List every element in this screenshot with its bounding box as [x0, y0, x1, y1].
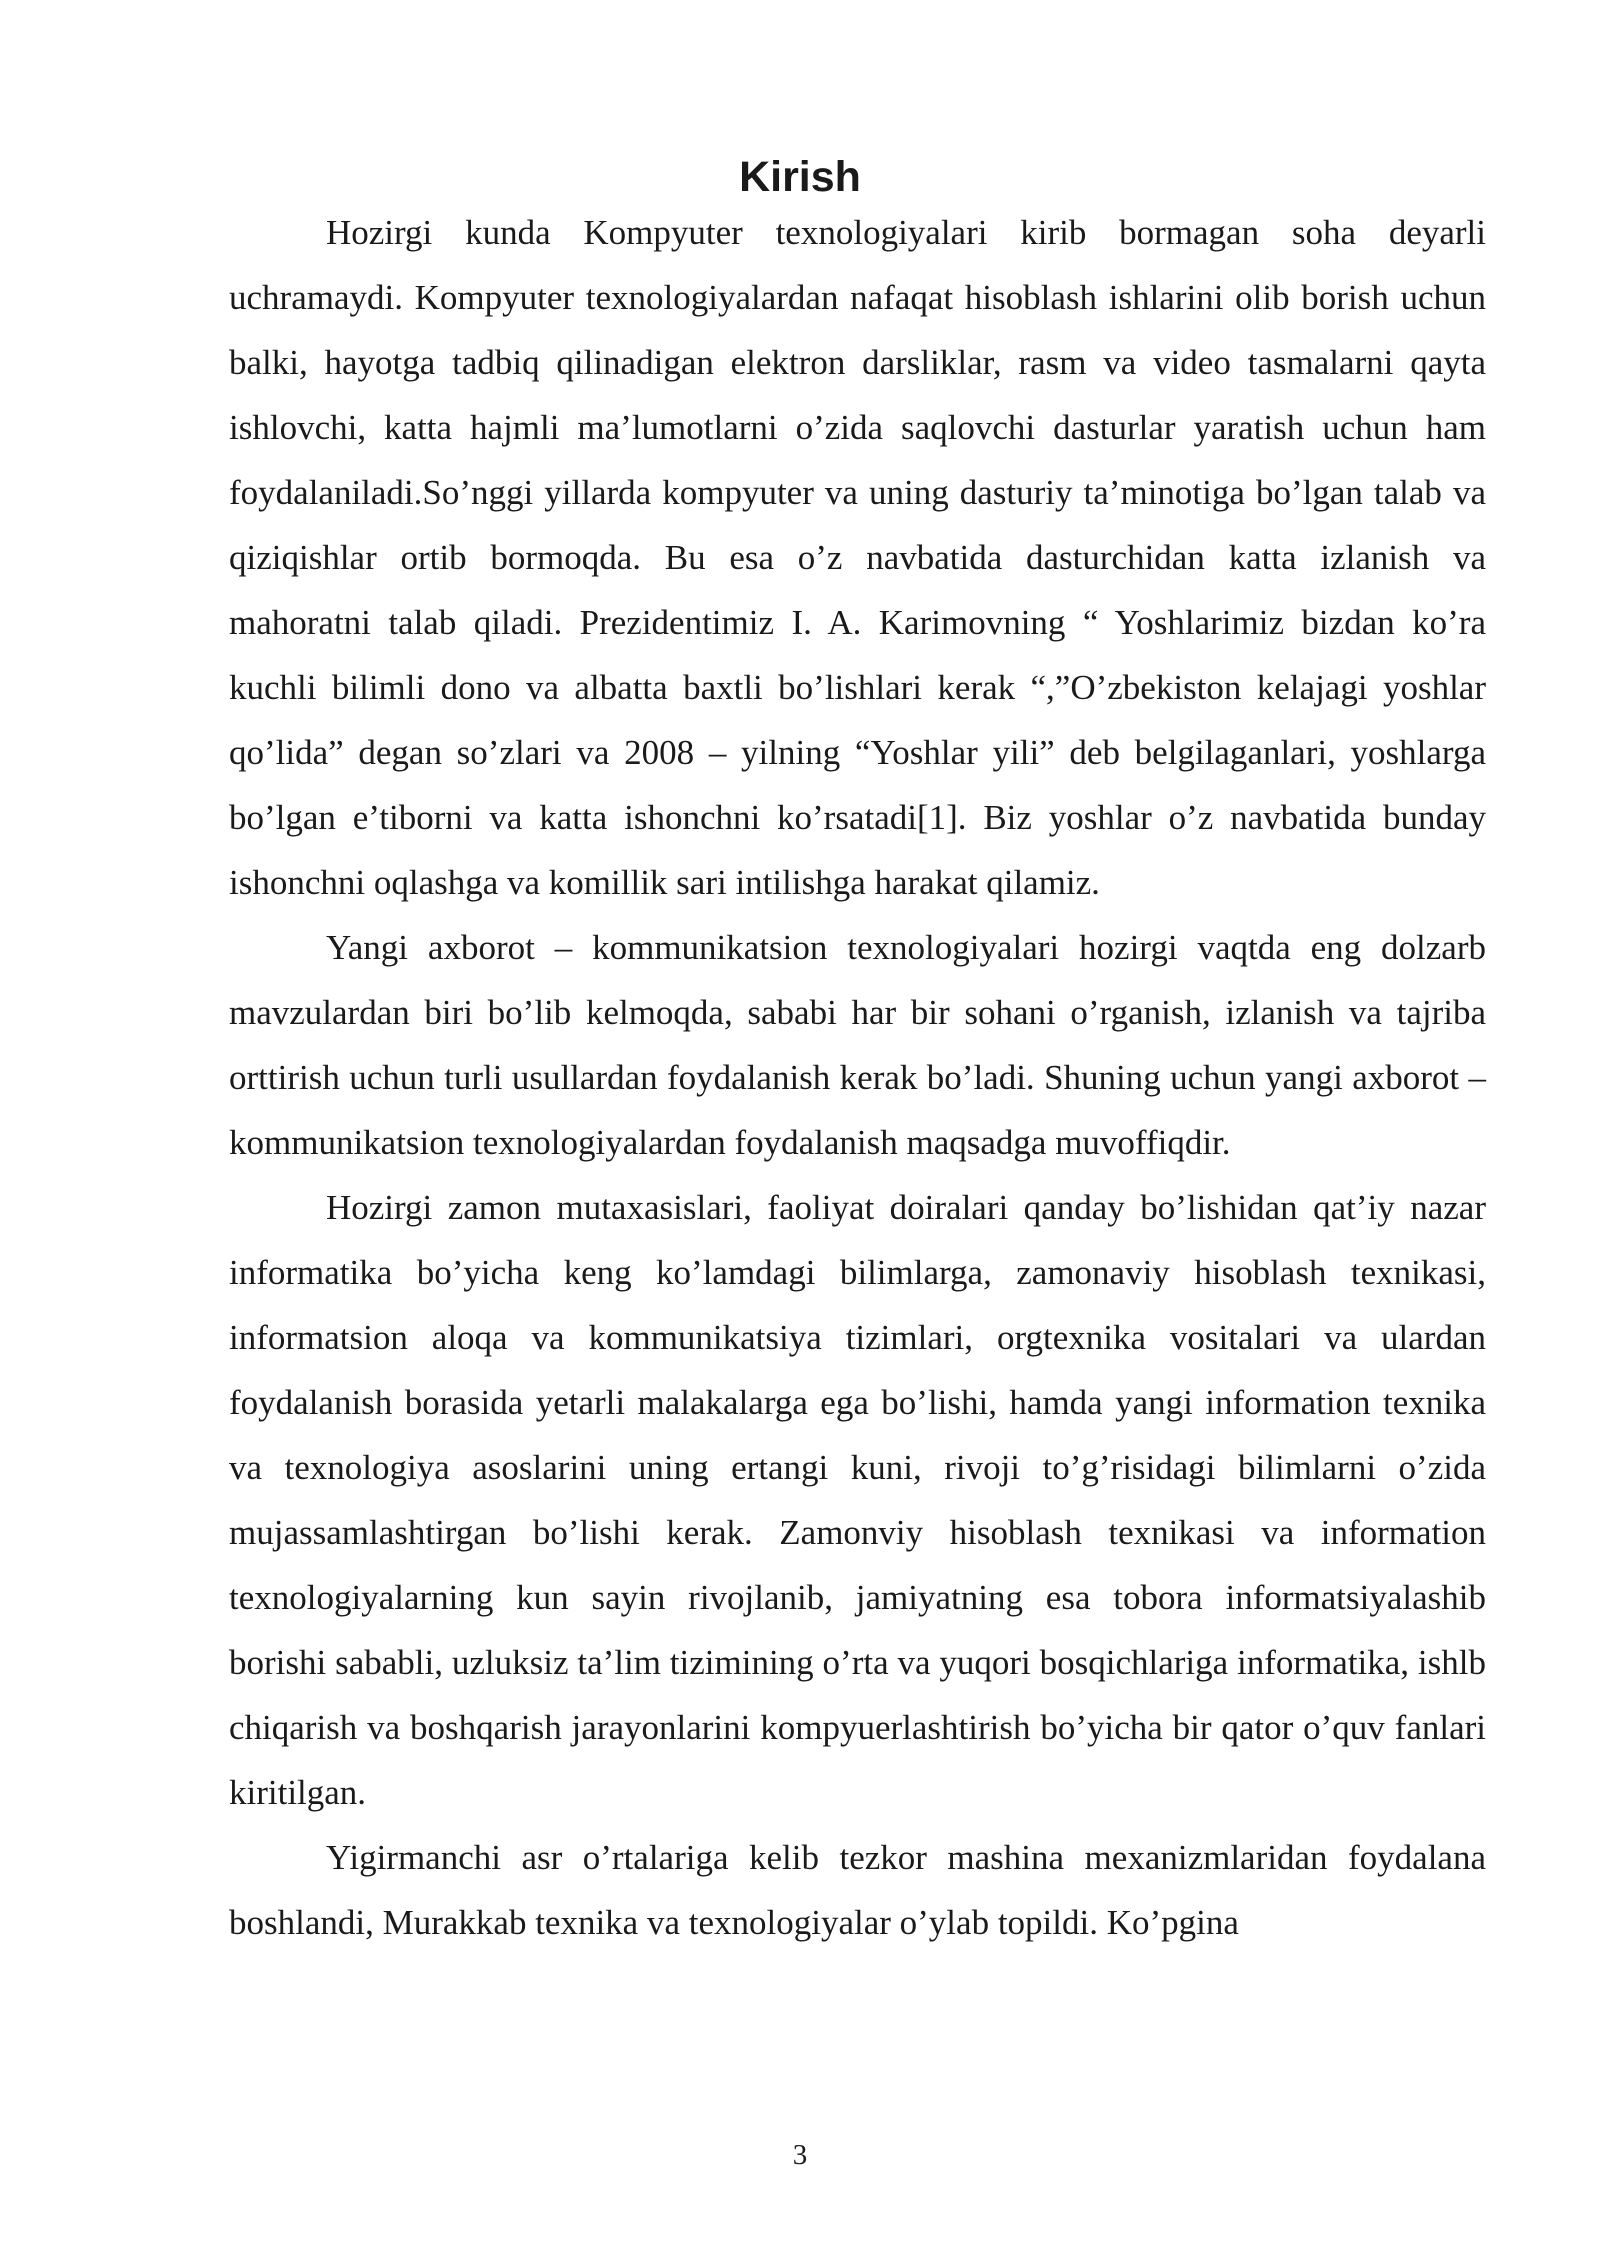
paragraph: Yigirmanchi asr o’rtalariga kelib tezkor mashina mexanizmlaridan foydalana boshlandi, Murakkab texnika va texnologiyalar o’ylab topildi. Ko’pgina	[229, 1838, 1486, 1942]
page-number: 3	[792, 2139, 808, 2171]
paragraph: Hozirgi zamon mutaxasislari, faoliyat doiralari qanday bo’lishidan qat’iy nazar informatika bo’yicha keng ko’lamdagi bilimlarga, zamonaviy hisoblash texnikasi, informatsion aloqa va kommunikatsiya tizimlari, orgtexnika vositalari va ulardan foydalanish borasida yetarli malakalarga ega bo’lishi, hamda yangi information texnika va texnologiya asoslarini uning ertangi kuni, rivoji to’g’risidagi bilimlarni o’zida mujassamlashtirgan bo’lishi kerak. Zamonviy hisoblash texnikasi va information texnologiyalarning kun sayin rivojlanib, jamiyatning esa tobora informatsiyalashib borishi sababli, uzluksiz ta’lim tizimining o’rta va yuqori bosqichlariga informatika, ishlb chiqarish va boshqarish jarayonlarini kompyuerlashtirish bo’yicha bir qator o’quv fanlari kiritilgan.	[229, 1188, 1486, 1812]
section-title: Kirish	[739, 153, 861, 201]
paragraph: Hozirgi kunda Kompyuter texnologiyalari kirib bormagan soha deyarli uchramaydi. Kompyuter texnologiyalardan nafaqat hisoblash ishlarini olib borish uchun balki, hayotga tadbiq qilinadigan elektron darsliklar, rasm va video tasmalarni qayta ishlovchi, katta hajmli ma’lumotlarni o’zida saqlovchi dasturlar yaratish uchun ham foydalaniladi.So’nggi yillarda kompyuter va uning dasturiy ta’minotiga bo’lgan talab va qiziqishlar ortib bormoqda. Bu esa o’z navbatida dasturchidan katta izlanish va mahoratni talab qiladi. Prezidentimiz I. A. Karimovning “ Yoshlarimiz bizdan ko’ra kuchli bilimli dono va albatta baxtli bo’lishlari kerak “,”O’zbekiston kelajagi yoshlar qo’lida” degan so’zlari va 2008 – yilning “Yoshlar yili” deb belgilaganlari, yoshlarga bo’lgan e’tiborni va katta ishonchni ko’rsatadi[1]. Biz yoshlar o’z navbatida bunday ishonchni oqlashga va komillik sari intilishga harakat qilamiz.	[229, 213, 1486, 902]
paragraph: Yangi axborot – kommunikatsion texnologiyalari hozirgi vaqtda eng dolzarb mavzulardan biri bo’lib kelmoqda, sababi har bir sohani o’rganish, izlanish va tajriba orttirish uchun turli usullardan foydalanish kerak bo’ladi. Shuning uchun yangi axborot – kommunikatsion texnologiyalardan foydalanish maqsadga muvoffiqdir.	[229, 928, 1486, 1162]
document-body	[229, 200, 1486, 1955]
